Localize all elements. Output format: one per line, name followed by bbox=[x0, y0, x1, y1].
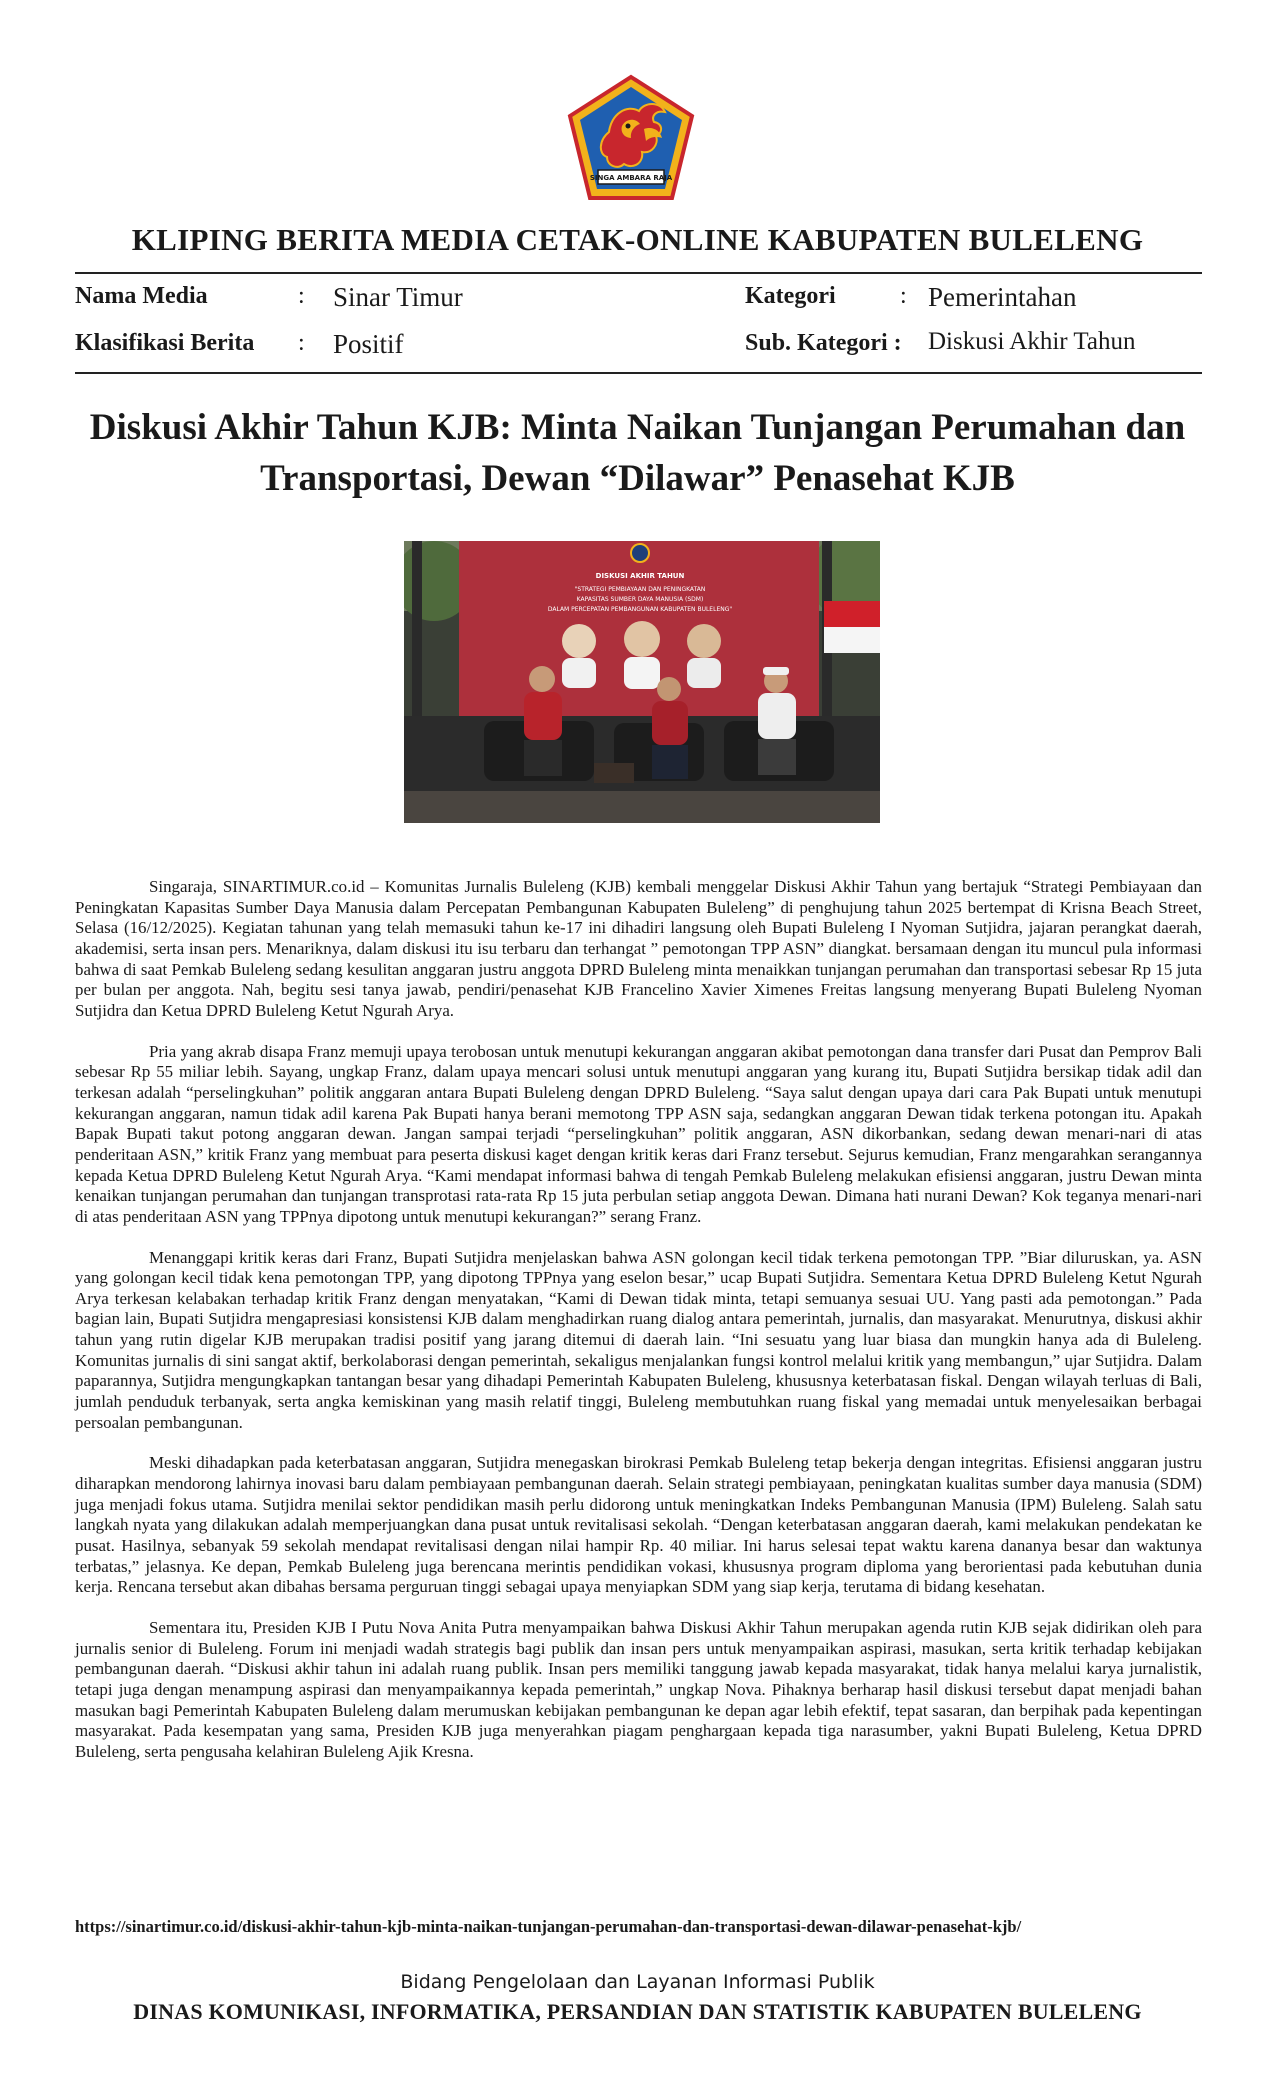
banner-subtitle-1: "STRATEGI PEMBIAYAAN DAN PENINGKATAN bbox=[574, 586, 706, 593]
klasifikasi-berita-value: Positif bbox=[333, 329, 404, 359]
sub-kategori-value: Diskusi Akhir Tahun bbox=[928, 328, 1136, 355]
article-paragraph-1: Singaraja, SINARTIMUR.co.id – Komunitas Jurnalis Buleleng (KJB) kembali menggelar Diskusi Akhir Tahun yang bertajuk “Strategi Pembiayaan dan Peningkatan Kapasitas Sumber Daya Manusia dalam Percepatan Pembangunan Kabupaten Buleleng” di penghujung tahun 2025 bertempat di Krisna Beach Street, Selasa (16/12/2025). Kegiatan tahunan yang telah memasuki tahun ke-17 ini dihadiri langsung oleh Bupati Buleleng I Nyoman Sutjidra, jajaran perangkat daerah, akademisi, serta insan pers. Menariknya, dalam diskusi itu isu terbaru dan terhangat ” pemotongan TPP ASN” diangkat. bersamaan dengan itu muncul pula informasi bahwa di saat Pemkab Buleleng sedang kesulitan anggaran justru anggota DPRD Buleleng minta menaikkan tunjangan perumahan dan transportasi sebesar Rp 15 juta per bulan per anggota. Nah, begitu sesi tanya jawab, pendiri/penasehat KJB Francelino Xavier Ximenes Freitas langsung menyerang Bupati Buleleng Nyoman Sutjidra dan Ketua DPRD Buleleng Ketut Ngurah Arya. bbox=[75, 877, 1202, 1020]
sub-kategori-label: Sub. Kategori : bbox=[745, 330, 902, 356]
article-photo bbox=[404, 541, 880, 823]
regency-emblem-logo bbox=[564, 74, 698, 202]
kategori-colon: : bbox=[900, 283, 907, 309]
nama-media-label: Nama Media bbox=[75, 283, 208, 309]
klasifikasi-berita-label: Klasifikasi Berita bbox=[75, 330, 255, 356]
header-bottom-rule bbox=[75, 372, 1202, 374]
clipping-header-title: KLIPING BERITA MEDIA CETAK-ONLINE KABUPATEN BULELENG bbox=[131, 222, 1144, 257]
banner-subtitle-2: KAPASITAS SUMBER DAYA MANUSIA (SDM) bbox=[576, 596, 704, 603]
klasifikasi-colon: : bbox=[298, 330, 305, 356]
banner-subtitle-3: DALAM PERCEPATAN PEMBANGUNAN KABUPATEN BULELENG" bbox=[547, 606, 733, 613]
footer-division: Bidang Pengelolaan dan Layanan Informasi Publik bbox=[400, 1971, 875, 1993]
article-body bbox=[75, 877, 1202, 1783]
kategori-value: Pemerintahan bbox=[928, 282, 1077, 312]
article-paragraph-3: Menanggapi kritik keras dari Franz, Bupati Sutjidra menjelaskan bahwa ASN golongan kecil tidak terkena pemotongan TPP. ”Biar diluruskan, ya. ASN yang golongan kecil tidak kena pemotongan TPP, yang dipotong TPPnya yang eselon besar,” ucap Bupati Sutjidra. Sementara Ketua DPRD Buleleng Ketut Ngurah Arya terkesan kelabakan terhadap kritik Franz dengan menyatakan, “Kami di Dewan tidak minta, tetapi semuanya sesuai UU. Yang pasti ada pemotongan.” Pada bagian lain, Bupati Sutjidra mengapresiasi konsistensi KJB dalam menghadirkan ruang dialog antara pemerintah, jurnalis, dan masyarakat. Menurutnya, diskusi akhir tahun yang rutin digelar KJB merupakan tradisi positif yang jarang ditemui di daerah lain. “Ini sesuatu yang luar biasa dan mungkin hanya ada di Buleleng. Komunitas jurnalis di sini sangat aktif, berkolaborasi dengan pemerintah, sekaligus menjalankan fungsi kontrol melalui kritik yang membangun,” ujar Sutjidra. Dalam paparannya, Sutjidra mengungkapkan tantangan besar yang dihadapi Pemerintah Kabupaten Buleleng, khususnya keterbatasan fiskal. Dengan wilayah terluas di Bali, jumlah penduduk terbanyak, serta angka kemiskinan yang masih relatif tinggi, Buleleng membutuhkan ruang fiskal yang memadai untuk menyelesaikan berbagai persoalan pembangunan. bbox=[75, 1247, 1202, 1432]
source-url-link[interactable]: https://sinartimur.co.id/diskusi-akhir-tahun-kjb-minta-naikan-tunjangan-perumahan-dan-transportasi-dewan-dilawar-penasehat-kjb/ bbox=[75, 1917, 1022, 1936]
banner-heading: DISKUSI AKHIR TAHUN bbox=[595, 572, 685, 580]
footer-agency: DINAS KOMUNIKASI, INFORMATIKA, PERSANDIAN DAN STATISTIK KABUPATEN BULELENG bbox=[133, 1999, 1142, 2024]
emblem-icon bbox=[564, 74, 698, 202]
kategori-label: Kategori bbox=[745, 283, 836, 309]
header-top-rule bbox=[75, 272, 1202, 274]
nama-media-value: Sinar Timur bbox=[333, 282, 463, 312]
emblem-caption: SINGA AMBARA RAJA bbox=[589, 174, 673, 182]
nama-media-colon: : bbox=[298, 283, 305, 309]
article-paragraph-2: Pria yang akrab disapa Franz memuji upaya terobosan untuk menutupi kekurangan anggaran akibat pemotongan dana transfer dari Pusat dan Pemprov Bali sebesar Rp 55 miliar lebih. Sayang, ungkap Franz, dalam upaya mencari solusi untuk menutupi anggaran yang kurang itu, Bupati Sutjidra bersikap tidak adil dan terkesan adalah “perselingkuhan” politik anggaran antara Bupati Buleleng dengan DPRD Buleleng. “Saya salut dengan upaya dari cara Pak Bupati untuk menutupi kekurangan anggaran, namun tidak adil karena Pak Bupati hanya berani memotong TPP ASN saja, sedangkan anggaran Dewan tidak terkena potongan itu. Apakah Bapak Bupati takut potong anggaran dewan. Jangan sampai terjadi “perselingkuhan” politik anggaran, ASN dikorbankan, sedang dewan menari-nari di atas penderitaan ASN,” kritik Franz yang membuat para peserta diskusi kaget dengan kritik keras dari Franz tersebut. Sejurus kemudian, Franz mengarahkan serangannya kepada Ketua DPRD Buleleng Ketut Ngurah Arya. “Kami mendapat informasi bahwa di tengah Pemkab Buleleng melakukan efisiensi anggaran, justru Dewan minta kenaikan tunjangan perumahan dan tunjangan transprotasi rata-rata Rp 15 juta perbulan setiap anggota Dewan. Dimana hati nurani Dewan? Kok teganya menari-nari di atas penderitaan ASN yang TPPnya dipotong untuk menutupi kekurangan?” serang Franz. bbox=[75, 1041, 1202, 1226]
article-title: Diskusi Akhir Tahun KJB: Minta Naikan Tunjangan Perumahan dan Transportasi, Dewan “Dilawar” Penasehat KJB bbox=[89, 407, 1186, 499]
article-paragraph-4: Meski dihadapkan pada keterbatasan anggaran, Sutjidra menegaskan birokrasi Pemkab Buleleng tetap bekerja dengan integritas. Efisiensi anggaran justru diharapkan mendorong lahirnya inovasi baru dalam pembiayaan pembangunan daerah. Selain strategi pembiayaan, peningkatan kualitas sumber daya manusia (SDM) juga menjadi fokus utama. Sutjidra menilai sektor pendidikan masih perlu didorong untuk meningkatkan Indeks Pembangunan Manusia (IPM) Buleleng. Salah satu langkah nyata yang dilakukan adalah memperjuangkan dana pusat untuk revitalisasi sekolah. “Dengan keterbatasan anggaran daerah, kami melakukan pendekatan ke pusat. Hasilnya, sebanyak 59 sekolah mendapat revitalisasi dengan nilai hampir Rp. 40 miliar. Ini harus selesai tepat waktu karena dananya besar dan waktunya terbatas,” jelasnya. Ke depan, Pemkab Buleleng juga berencana merintis pendidikan vokasi, khususnya program diploma yang berorientasi pada kebutuhan dunia kerja. Rencana tersebut akan dibahas bersama perguruan tinggi sebagai upaya menyiapkan SDM yang siap kerja, terutama di bidang kesehatan. bbox=[75, 1453, 1202, 1597]
article-paragraph-5: Sementara itu, Presiden KJB I Putu Nova Anita Putra menyampaikan bahwa Diskusi Akhir Tahun merupakan agenda rutin KJB sejak didirikan oleh para jurnalis senior di Buleleng. Forum ini menjadi wadah strategis bagi publik dan insan pers untuk menyampaikan aspirasi, masukan, serta kritik terhadap kebijakan pembangunan daerah. “Diskusi akhir tahun ini adalah ruang publik. Insan pers memiliki tanggung jawab kepada masyarakat, tidak hanya melalui karya jurnalistik, tetapi juga dengan menampung aspirasi dan menyampaikannya kepada pemerintah,” ungkap Nova. Pihaknya berharap hasil diskusi tersebut dapat menjadi bahan masukan bagi Pemerintah Kabupaten Buleleng dalam merumuskan kebijakan pembangunan ke depan agar lebih efektif, tepat sasaran, dan berpihak pada kepentingan masyarakat. Pada kesempatan yang sama, Presiden KJB juga menyerahkan piagam penghargaan kepada tiga narasumber, yakni Bupati Buleleng, Ketua DPRD Buleleng, serta pengusaha kelahiran Buleleng Ajik Kresna. bbox=[75, 1618, 1202, 1761]
